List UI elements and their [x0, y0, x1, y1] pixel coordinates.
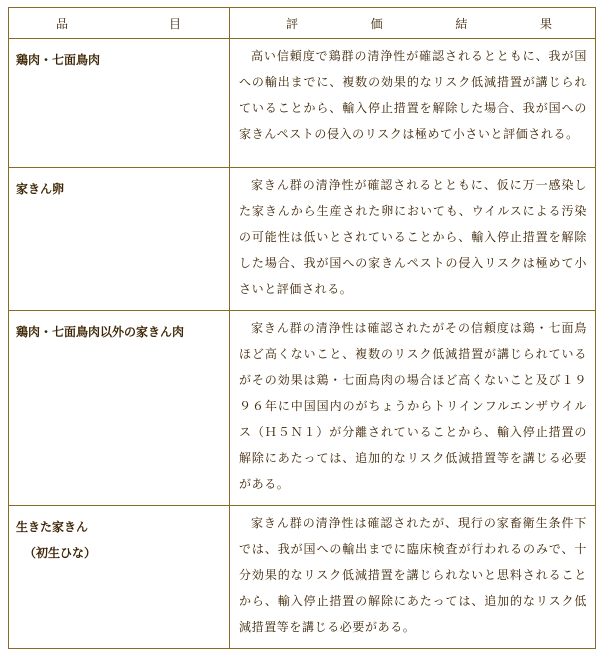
- item-cell: [9, 506, 230, 649]
- item-cell: [9, 311, 230, 506]
- result-cell: 高い信頼度で鶏群の清浄性が確認されるとともに、我が国への輸出までに、複数の効果的なリスク低減措置が講じられていることから、輸入停止措置を解除した場合、我が国への家きんペストの侵入のリスクは極めて小さいと評価される。: [230, 39, 596, 168]
- result-cell: 家きん群の清浄性は確認されたが、現行の家畜衛生条件下では、我が国への輸出までに臨床検査が行われるのみで、十分効果的なリスク低減措置を講じられないと思料されることから、輸入停止措置の解除にあたっては、追加的なリスク低減措置等を講じる必要がある。: [230, 506, 596, 649]
- result-cell: 家きん群の清浄性が確認されるとともに、仮に万一感染した家きんから生産された卵においても、ウイルスによる汚染の可能性は低いとされていることから、輸入停止措置を解除した場合、我が国への家きんペストの侵入リスクは極めて小さいと評価される。: [230, 168, 596, 311]
- header-item-char: 品: [56, 16, 69, 31]
- table-row: [9, 506, 596, 649]
- header-result-char: 評: [286, 16, 299, 31]
- table-row: [9, 311, 596, 506]
- header-result: [230, 8, 596, 39]
- header-result-char: 結: [455, 16, 468, 31]
- item-name: 生きた家きん: [16, 520, 89, 534]
- header-item-char: 目: [168, 16, 181, 31]
- evaluation-table: [8, 7, 596, 649]
- item-name-note: （初生ひな）: [24, 546, 97, 560]
- item-name: 鶏肉・七面鳥肉: [16, 53, 101, 67]
- header-item: [9, 8, 230, 39]
- result-cell: 家きん群の清浄性は確認されたがその信頼度は鶏・七面鳥ほど高くないこと、複数のリスク低減措置が講じられているがその効果は鶏・七面鳥肉の場合ほど高くないこと及び１９９６年に中国国内のがちょうからトリインフルエンザウイルス（Ｈ５Ｎ１）が分離されていることから、輸入停止措置の解除にあたっては、追加的なリスク低減措置等を講じる必要がある。: [230, 311, 596, 506]
- table-row: [9, 39, 596, 168]
- item-cell: [9, 168, 230, 311]
- header-result-char: 果: [539, 16, 552, 31]
- table-row: [9, 168, 596, 311]
- item-name: 家きん卵: [16, 182, 65, 196]
- header-result-char: 価: [370, 16, 383, 31]
- item-name: 鶏肉・七面鳥肉以外の家きん肉: [16, 325, 185, 339]
- item-cell: [9, 39, 230, 168]
- table-header-row: [9, 8, 596, 39]
